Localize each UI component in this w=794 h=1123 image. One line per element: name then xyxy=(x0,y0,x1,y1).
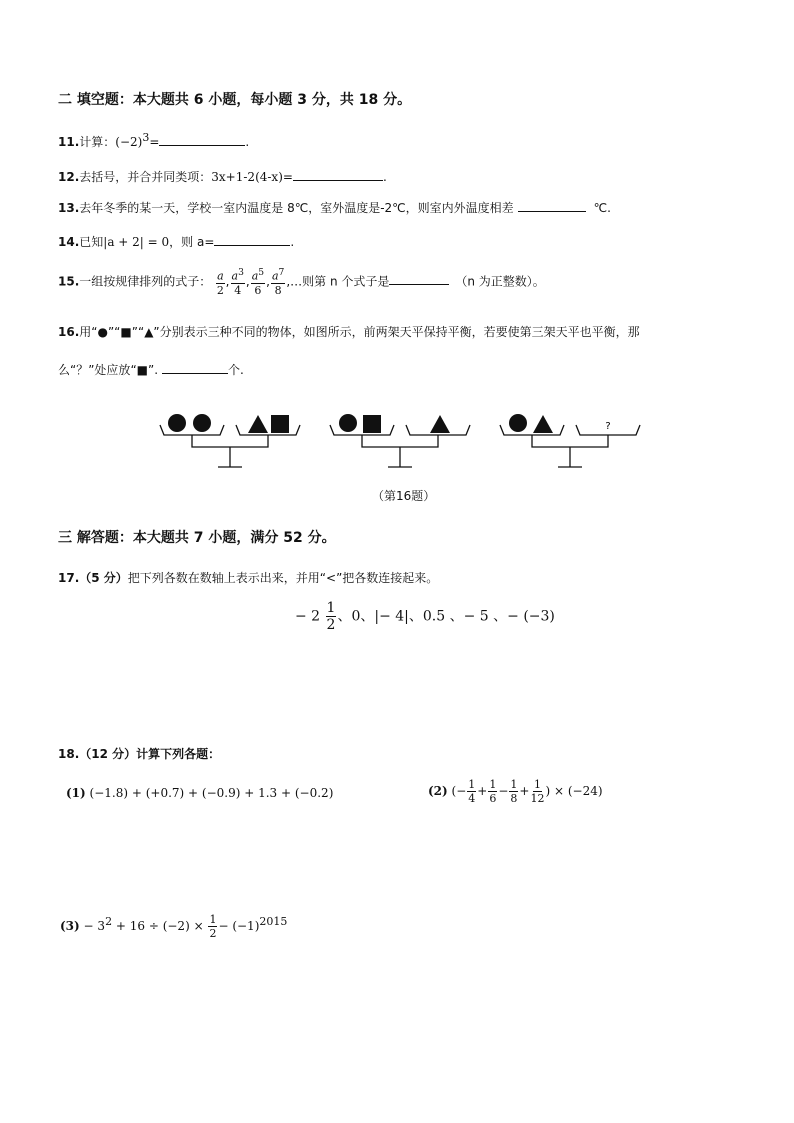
question-16-line-1: 16.用“●”“■”“▲”分别表示三种不同的物体，如图所示，前两架天平保持平衡，若要使第三架天平也平衡，那 xyxy=(58,325,640,339)
question-18-part-3: $(3) - 3^2 + 16 \div (-2)$ × $\frac{1}{2}$ − $(-1)^{2015}$ xyxy=(60,913,288,940)
answer-blank[interactable] xyxy=(159,133,245,146)
question-18-part-2: (2) (− $\frac{1}{4}$ + $\frac{1}{6}$ − $\frac{1}{8}$ + $\frac{1}{12}$ ) × (−24) xyxy=(428,778,603,805)
fraction: $\frac{a^5}{6}$ xyxy=(251,267,265,297)
fraction: $\frac{1}{4}$ xyxy=(468,778,476,805)
section-3-title: 三 解答题：本大题共 7 小题，满分 52 分。 xyxy=(58,530,336,546)
square-symbol: ■ xyxy=(120,325,132,339)
question-11: 11.计算：$(-2)^3=$ . xyxy=(58,131,250,149)
circle-symbol: ● xyxy=(97,325,108,339)
answer-blank[interactable] xyxy=(162,361,228,374)
balance-figure xyxy=(150,405,650,475)
figure-caption: （第16题） xyxy=(372,489,436,503)
question-number: 16. xyxy=(58,325,80,339)
math-expression: 3x+1-2(4-x)= xyxy=(211,170,293,184)
triangle-object xyxy=(248,415,268,433)
question-mark-label: ? xyxy=(605,421,611,432)
fraction: $\frac{1}{6}$ xyxy=(489,778,497,805)
question-17 xyxy=(58,569,438,586)
question-13: 13.去年冬季的某一天，学校一室内温度是 8℃，室外温度是-2℃，则室内外温度相差 ℃. xyxy=(58,201,611,215)
question-number: 17. xyxy=(58,571,80,585)
circle-object xyxy=(168,414,186,432)
answer-blank[interactable] xyxy=(214,233,290,246)
triangle-object xyxy=(533,415,553,433)
question-text: 计算： xyxy=(79,135,116,149)
question-16-line-2: 么“？”处应放“■”. 个. xyxy=(58,363,244,377)
question-number: 12. xyxy=(58,170,80,184)
question-18-part-1: (1) (−1.8) + (+0.7) + (−0.9) + 1.3 + (−0.2) xyxy=(66,786,334,800)
question-score: （5 分） xyxy=(79,571,128,585)
question-number: 11. xyxy=(58,135,80,149)
question-12: 12.去括号，并合并同类项：3x+1-2(4-x)= . xyxy=(58,170,387,184)
answer-blank[interactable] xyxy=(293,168,383,181)
question-14: 14.已知|a + 2| = 0，则 a= . xyxy=(58,235,295,249)
math-expression: $(-2)^3=$ xyxy=(115,131,160,149)
fraction: $\frac{a^3}{4}$ xyxy=(231,267,244,297)
math-expression: |a + 2| = 0 xyxy=(103,235,170,249)
square-object xyxy=(271,415,289,433)
question-15: 15.一组按规律排列的式子： $\frac{a}{2}$ , $\frac{a^3}{4}$ , $\frac{a^5}{6}$ , $\frac{a^7}{8}$ ,…则第 n 个式子是 （n 为正整数）。 xyxy=(58,267,545,297)
triangle-symbol: ▲ xyxy=(144,325,154,339)
question-text: 把下列各数在数轴上表示出来，并用“<”把各数连接起来。 xyxy=(127,571,439,585)
circle-object xyxy=(339,414,357,432)
triangle-object xyxy=(430,415,450,433)
section-2-title: 二 填空题：本大题共 6 小题，每小题 3 分，共 18 分。 xyxy=(58,92,412,108)
question-18 xyxy=(58,745,220,762)
answer-blank[interactable] xyxy=(518,199,586,212)
question-17-numbers: − 2 $\frac{1}{2}$ 、0、|− 4|、0.5 、− 5 、− (−3) xyxy=(295,600,555,633)
question-score: （12 分） xyxy=(79,747,137,761)
circle-object xyxy=(193,414,211,432)
fraction: $\frac{a^7}{8}$ xyxy=(271,267,285,297)
question-number: 15. xyxy=(58,274,80,289)
question-number: 18. xyxy=(58,747,80,761)
fraction: $\frac{a}{2}$ xyxy=(216,269,224,297)
question-text: 去年冬季的某一天，学校一室内温度是 8℃，室外温度是-2℃，则室内外温度相差 xyxy=(79,201,514,215)
question-text: 计算下列各题： xyxy=(136,747,221,761)
answer-blank[interactable] xyxy=(389,272,449,285)
square-object xyxy=(363,415,381,433)
fraction: $\frac{1}{2}$ xyxy=(209,913,217,940)
circle-object xyxy=(509,414,527,432)
fraction: $\frac{1}{2}$ xyxy=(326,600,336,633)
question-number: 13. xyxy=(58,201,80,215)
fraction: $\frac{1}{12}$ xyxy=(530,778,545,805)
question-number: 14. xyxy=(58,235,80,249)
fraction: $\frac{1}{8}$ xyxy=(510,778,518,805)
question-text: 去括号，并合并同类项： xyxy=(79,170,212,184)
